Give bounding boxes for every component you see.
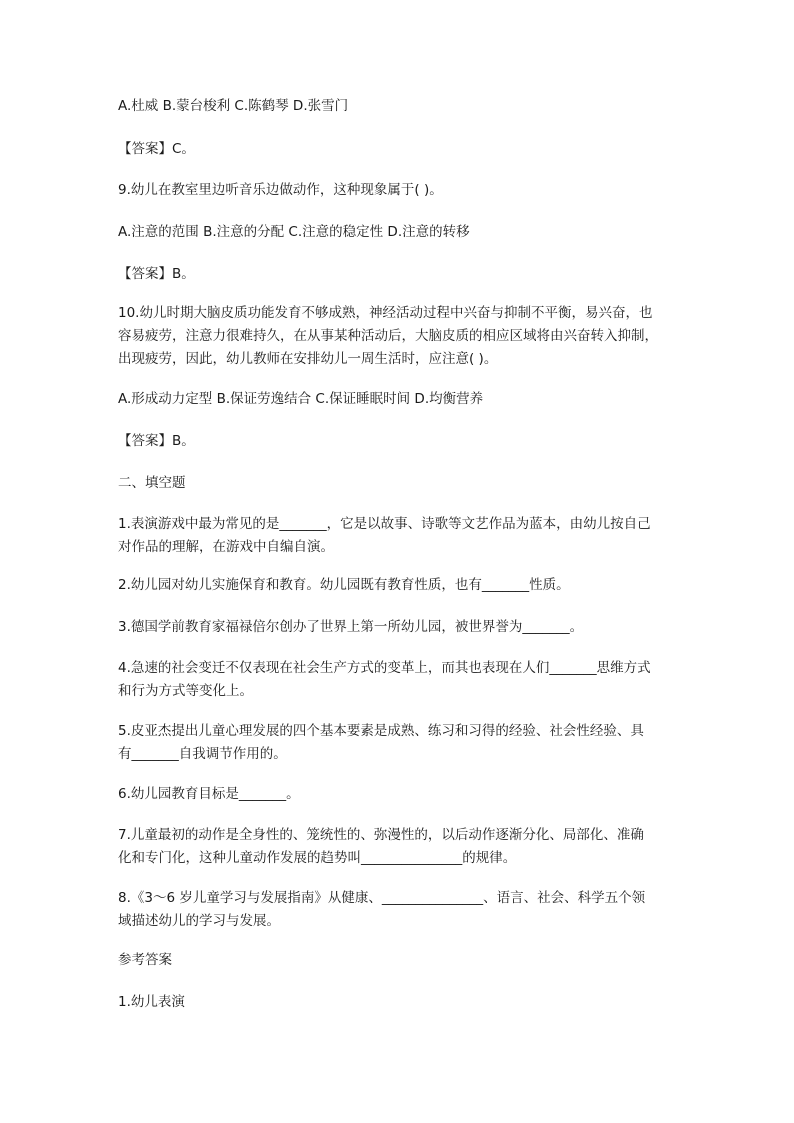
fill-question-4-line-2: 和行为方式等变化上。 bbox=[118, 683, 253, 699]
fill-question-6: 6.幼儿园教育目标是_______。 bbox=[118, 786, 300, 802]
fill-question-3: 3.德国学前教育家福禄倍尔创办了世界上第一所幼儿园，被世界誉为_______。 bbox=[118, 619, 584, 635]
q10-answer: 【答案】B。 bbox=[118, 433, 195, 449]
fill-question-1 bbox=[118, 513, 678, 559]
fill-question-7-line-1: 7.儿童最初的动作是全身性的、笼统性的、弥漫性的，以后动作逐渐分化、局部化、准确 bbox=[118, 827, 644, 843]
section-title-fill-in: 二、填空题 bbox=[118, 475, 186, 491]
fill-question-1-line-1: 1.表演游戏中最为常见的是_______，它是以故事、诗歌等文艺作品为蓝本，由幼儿按自己 bbox=[118, 516, 651, 532]
reference-answer-1: 1.幼儿表演 bbox=[118, 994, 185, 1010]
fill-question-8 bbox=[118, 887, 678, 933]
q10-question-line-2: 容易疲劳，注意力很难持久，在从事某种活动后，大脑皮质的相应区域将由兴奋转入抑制， bbox=[118, 328, 658, 344]
q8-answer: 【答案】C。 bbox=[118, 141, 195, 157]
fill-question-5-line-1: 5.皮亚杰提出儿童心理发展的四个基本要素是成熟、练习和习得的经验、社会性经验、具 bbox=[118, 723, 644, 739]
fill-question-5-line-2: 有_______自我调节作用的。 bbox=[118, 746, 287, 762]
fill-question-7-line-2: 化和专门化，这种儿童动作发展的趋势叫_______________的规律。 bbox=[118, 850, 517, 866]
fill-question-4 bbox=[118, 657, 678, 703]
fill-question-8-line-1: 8.《3～6 岁儿童学习与发展指南》从健康、_______________、语言、社会、科学五个领 bbox=[118, 890, 646, 906]
fill-question-1-line-2: 对作品的理解，在游戏中自编自演。 bbox=[118, 539, 334, 555]
q9-options: A.注意的范围 B.注意的分配 C.注意的稳定性 D.注意的转移 bbox=[118, 224, 470, 240]
fill-question-4-line-1: 4.急速的社会变迁不仅表现在社会生产方式的变革上，而其也表现在人们_______思维方式 bbox=[118, 660, 651, 676]
fill-question-5 bbox=[118, 720, 678, 766]
fill-question-7 bbox=[118, 824, 678, 870]
q9-answer: 【答案】B。 bbox=[118, 266, 195, 282]
q10-question-line-3: 出现疲劳，因此，幼儿教师在安排幼儿一周生活时，应注意( )。 bbox=[118, 351, 498, 367]
q10-question bbox=[118, 302, 678, 371]
q10-question-line-1: 10.幼儿时期大脑皮质功能发育不够成熟，神经活动过程中兴奋与抑制不平衡，易兴奋，也 bbox=[118, 305, 653, 321]
fill-question-8-line-2: 域描述幼儿的学习与发展。 bbox=[118, 913, 280, 929]
reference-answers-title: 参考答案 bbox=[118, 952, 172, 968]
q9-question: 9.幼儿在教室里边听音乐边做动作，这种现象属于( )。 bbox=[118, 182, 443, 198]
fill-question-2: 2.幼儿园对幼儿实施保育和教育。幼儿园既有教育性质，也有_______性质。 bbox=[118, 577, 570, 593]
q10-options: A.形成动力定型 B.保证劳逸结合 C.保证睡眠时间 D.均衡营养 bbox=[118, 391, 484, 407]
q8-options: A.杜威 B.蒙台梭利 C.陈鹤琴 D.张雪门 bbox=[118, 98, 349, 114]
